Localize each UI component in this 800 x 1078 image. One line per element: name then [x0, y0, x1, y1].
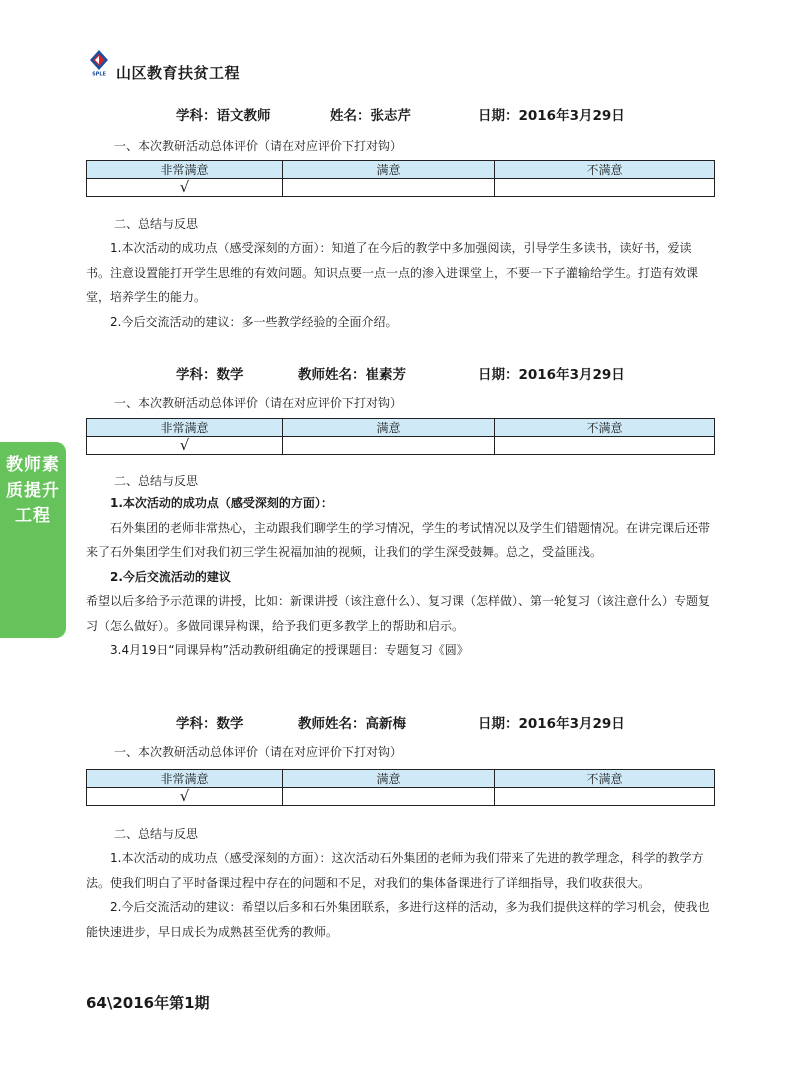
eval-header-very-satisfied: 非常满意: [87, 770, 283, 788]
eval-cell-satisfied: [283, 437, 495, 455]
summary-paragraph: 1.本次活动的成功点（感受深刻的方面）：这次活动石外集团的老师为我们带来了先进的教学理念，科学的教学方法。使我们明白了平时备课过程中存在的问题和不足，对我们的集体备课进行了详细指导，我们收获很大。: [86, 851, 704, 890]
eval-cell-unsatisfied: [495, 788, 715, 806]
evaluation-table: [86, 418, 715, 455]
teacher-name: 姓名：张志芹: [330, 108, 411, 124]
eval-header-unsatisfied: 不满意: [495, 770, 715, 788]
eval-cell-satisfied: [283, 788, 495, 806]
report-date: 日期：2016年3月29日: [478, 367, 625, 383]
eval-header-satisfied: 满意: [283, 419, 495, 437]
evaluation-table: [86, 769, 715, 806]
summary-paragraph: 希望以后多给予示范课的讲授，比如：新课讲授（该注意什么）、复习课（怎样做）、第一轮复习（该注意什么）专题复习（怎么做好）。多做同课异构课，给予我们更多教学上的帮助和启示。: [86, 594, 711, 633]
summary-paragraph: 2.今后交流活动的建议：希望以后多和石外集团联系，多进行这样的活动，多为我们提供这样的学习机会，使我也能快速进步，早日成长为成熟甚至优秀的教师。: [86, 900, 710, 939]
brand-name: 山区教育扶贫工程: [116, 64, 241, 82]
check-mark-icon: √: [179, 787, 190, 805]
eval-cell-satisfied: [283, 179, 495, 197]
report-date: 日期：2016年3月29日: [478, 108, 625, 124]
summary-paragraph: 2.今后交流活动的建议：多一些教学经验的全面介绍。: [110, 314, 398, 329]
eval-header-unsatisfied: 不满意: [495, 161, 715, 179]
subject: 学科：数学: [176, 716, 244, 732]
eval-cell-unsatisfied: [495, 437, 715, 455]
summary-paragraph: 石外集团的老师非常热心，主动跟我们聊学生的学习情况，学生的考试情况以及学生们错题情况。在讲完课后还带来了石外集团学生们对我们初三学生祝福加油的视频，让我们的学生深受鼓舞。总之，受益匪浅。: [86, 520, 711, 559]
summary-title: 二、总结与反思: [114, 217, 199, 231]
teacher-name: 教师姓名：崔素芳: [298, 367, 406, 383]
brand-logo-icon: [86, 48, 112, 76]
eval-header-very-satisfied: 非常满意: [87, 419, 283, 437]
evaluation-table: [86, 160, 715, 197]
eval-cell-very-satisfied: [87, 437, 283, 455]
summary-paragraph-title: 1.本次活动的成功点（感受深刻的方面）：: [110, 496, 333, 510]
eval-title: 一、本次教研活动总体评价（请在对应评价下打对钩）: [114, 139, 403, 153]
report-date: 日期：2016年3月29日: [478, 716, 625, 732]
summary-paragraph-title: 2.今后交流活动的建议: [110, 569, 231, 584]
eval-header-satisfied: 满意: [283, 770, 495, 788]
logo-text: SPLE: [92, 71, 106, 76]
summary-body: [86, 491, 714, 663]
summary-body: [86, 236, 714, 334]
eval-cell-very-satisfied: [87, 788, 283, 806]
side-tab-label: 教师素质提升工程: [6, 455, 60, 526]
subject: 学科：数学: [176, 367, 244, 383]
summary-title: 二、总结与反思: [114, 827, 199, 841]
summary-body: [86, 846, 714, 944]
summary-paragraph: 3.4月19日“同课异构”活动教研组确定的授课题目：专题复习《圆》: [110, 643, 469, 657]
eval-header-very-satisfied: 非常满意: [87, 161, 283, 179]
eval-cell-unsatisfied: [495, 179, 715, 197]
teacher-name: 教师姓名：高新梅: [298, 716, 406, 732]
summary-paragraph: 1.本次活动的成功点（感受深刻的方面）：知道了在今后的教学中多加强阅读，引导学生多读书，读好书，爱读书。注意设置能打开学生思维的有效问题。知识点要一点一点的渗入进课堂上，不要一下子灌输给学生。打造有效课堂，培养学生的能力。: [86, 241, 699, 304]
eval-title: 一、本次教研活动总体评价（请在对应评价下打对钩）: [114, 745, 403, 759]
side-tab: [0, 442, 66, 638]
check-mark-icon: √: [179, 178, 190, 196]
eval-header-unsatisfied: 不满意: [495, 419, 715, 437]
eval-cell-very-satisfied: [87, 179, 283, 197]
eval-title: 一、本次教研活动总体评价（请在对应评价下打对钩）: [114, 396, 403, 410]
summary-title: 二、总结与反思: [114, 474, 199, 488]
page-footer: 64\2016年第1期: [86, 994, 210, 1012]
subject: 学科：语文教师: [176, 108, 271, 124]
eval-header-satisfied: 满意: [283, 161, 495, 179]
check-mark-icon: √: [179, 436, 190, 454]
